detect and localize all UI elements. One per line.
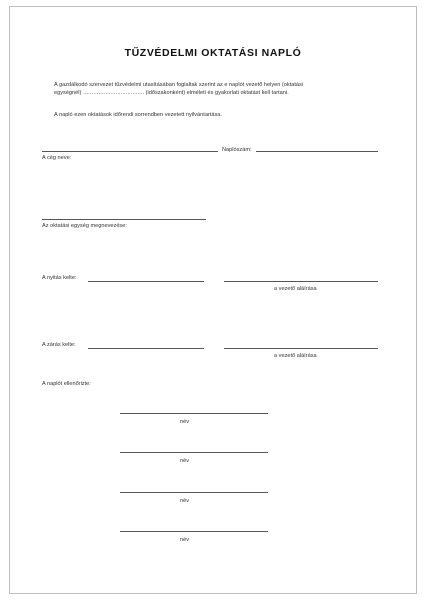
checker-name-label-2: név <box>180 458 190 464</box>
company-name-label: A cég neve: <box>42 155 72 161</box>
opening-signature-label: a vezető aláírása <box>274 286 317 292</box>
closing-signature-line[interactable] <box>224 348 378 349</box>
order-note: A napló ezen oktatások időrendi sorrendben vezetett nyilvántartása. <box>54 112 222 118</box>
checker-name-label-1: név <box>180 419 190 425</box>
opening-signature-line[interactable] <box>224 281 378 282</box>
intro-line-1: A gazdálkodó szervezet tűzvédelmi utasításában foglaltak szerint az e naplót vezető helyen (oktatási <box>54 82 304 88</box>
closing-signature-label: a vezető aláírása <box>274 353 317 359</box>
company-name-line[interactable] <box>42 151 218 152</box>
checker-line-2[interactable] <box>120 452 268 453</box>
log-number-line[interactable] <box>256 151 378 152</box>
opening-date-line[interactable] <box>88 281 204 282</box>
page-title: TŰZVÉDELMI OKTATÁSI NAPLÓ <box>124 47 302 59</box>
log-number-label: Naplószám: <box>222 147 252 153</box>
intro-period-text: (időszakonként) elméleti és gyakorlati oktatást kell tartani. <box>145 90 289 96</box>
checked-by-label: A naplót ellenőrizte: <box>42 381 91 387</box>
form-page <box>9 6 417 594</box>
checker-line-1[interactable] <box>120 413 268 414</box>
closing-date-line[interactable] <box>88 348 204 349</box>
intro-paragraph <box>54 81 404 97</box>
opening-date-label: A nyitás kelte: <box>42 275 77 281</box>
intro-line-2 <box>54 89 404 97</box>
checker-line-4[interactable] <box>120 531 268 532</box>
unit-name-label: Az oktatási egység megnevezése: <box>42 223 127 229</box>
checker-line-3[interactable] <box>120 492 268 493</box>
intro-fill-dots: ……………………………… <box>82 90 145 96</box>
intro-unit-text: egységnél) <box>54 90 82 96</box>
checker-name-label-4: név <box>180 537 190 543</box>
checker-name-label-3: név <box>180 498 190 504</box>
unit-name-line[interactable] <box>42 219 206 220</box>
closing-date-label: A zárás kelte: <box>42 342 76 348</box>
